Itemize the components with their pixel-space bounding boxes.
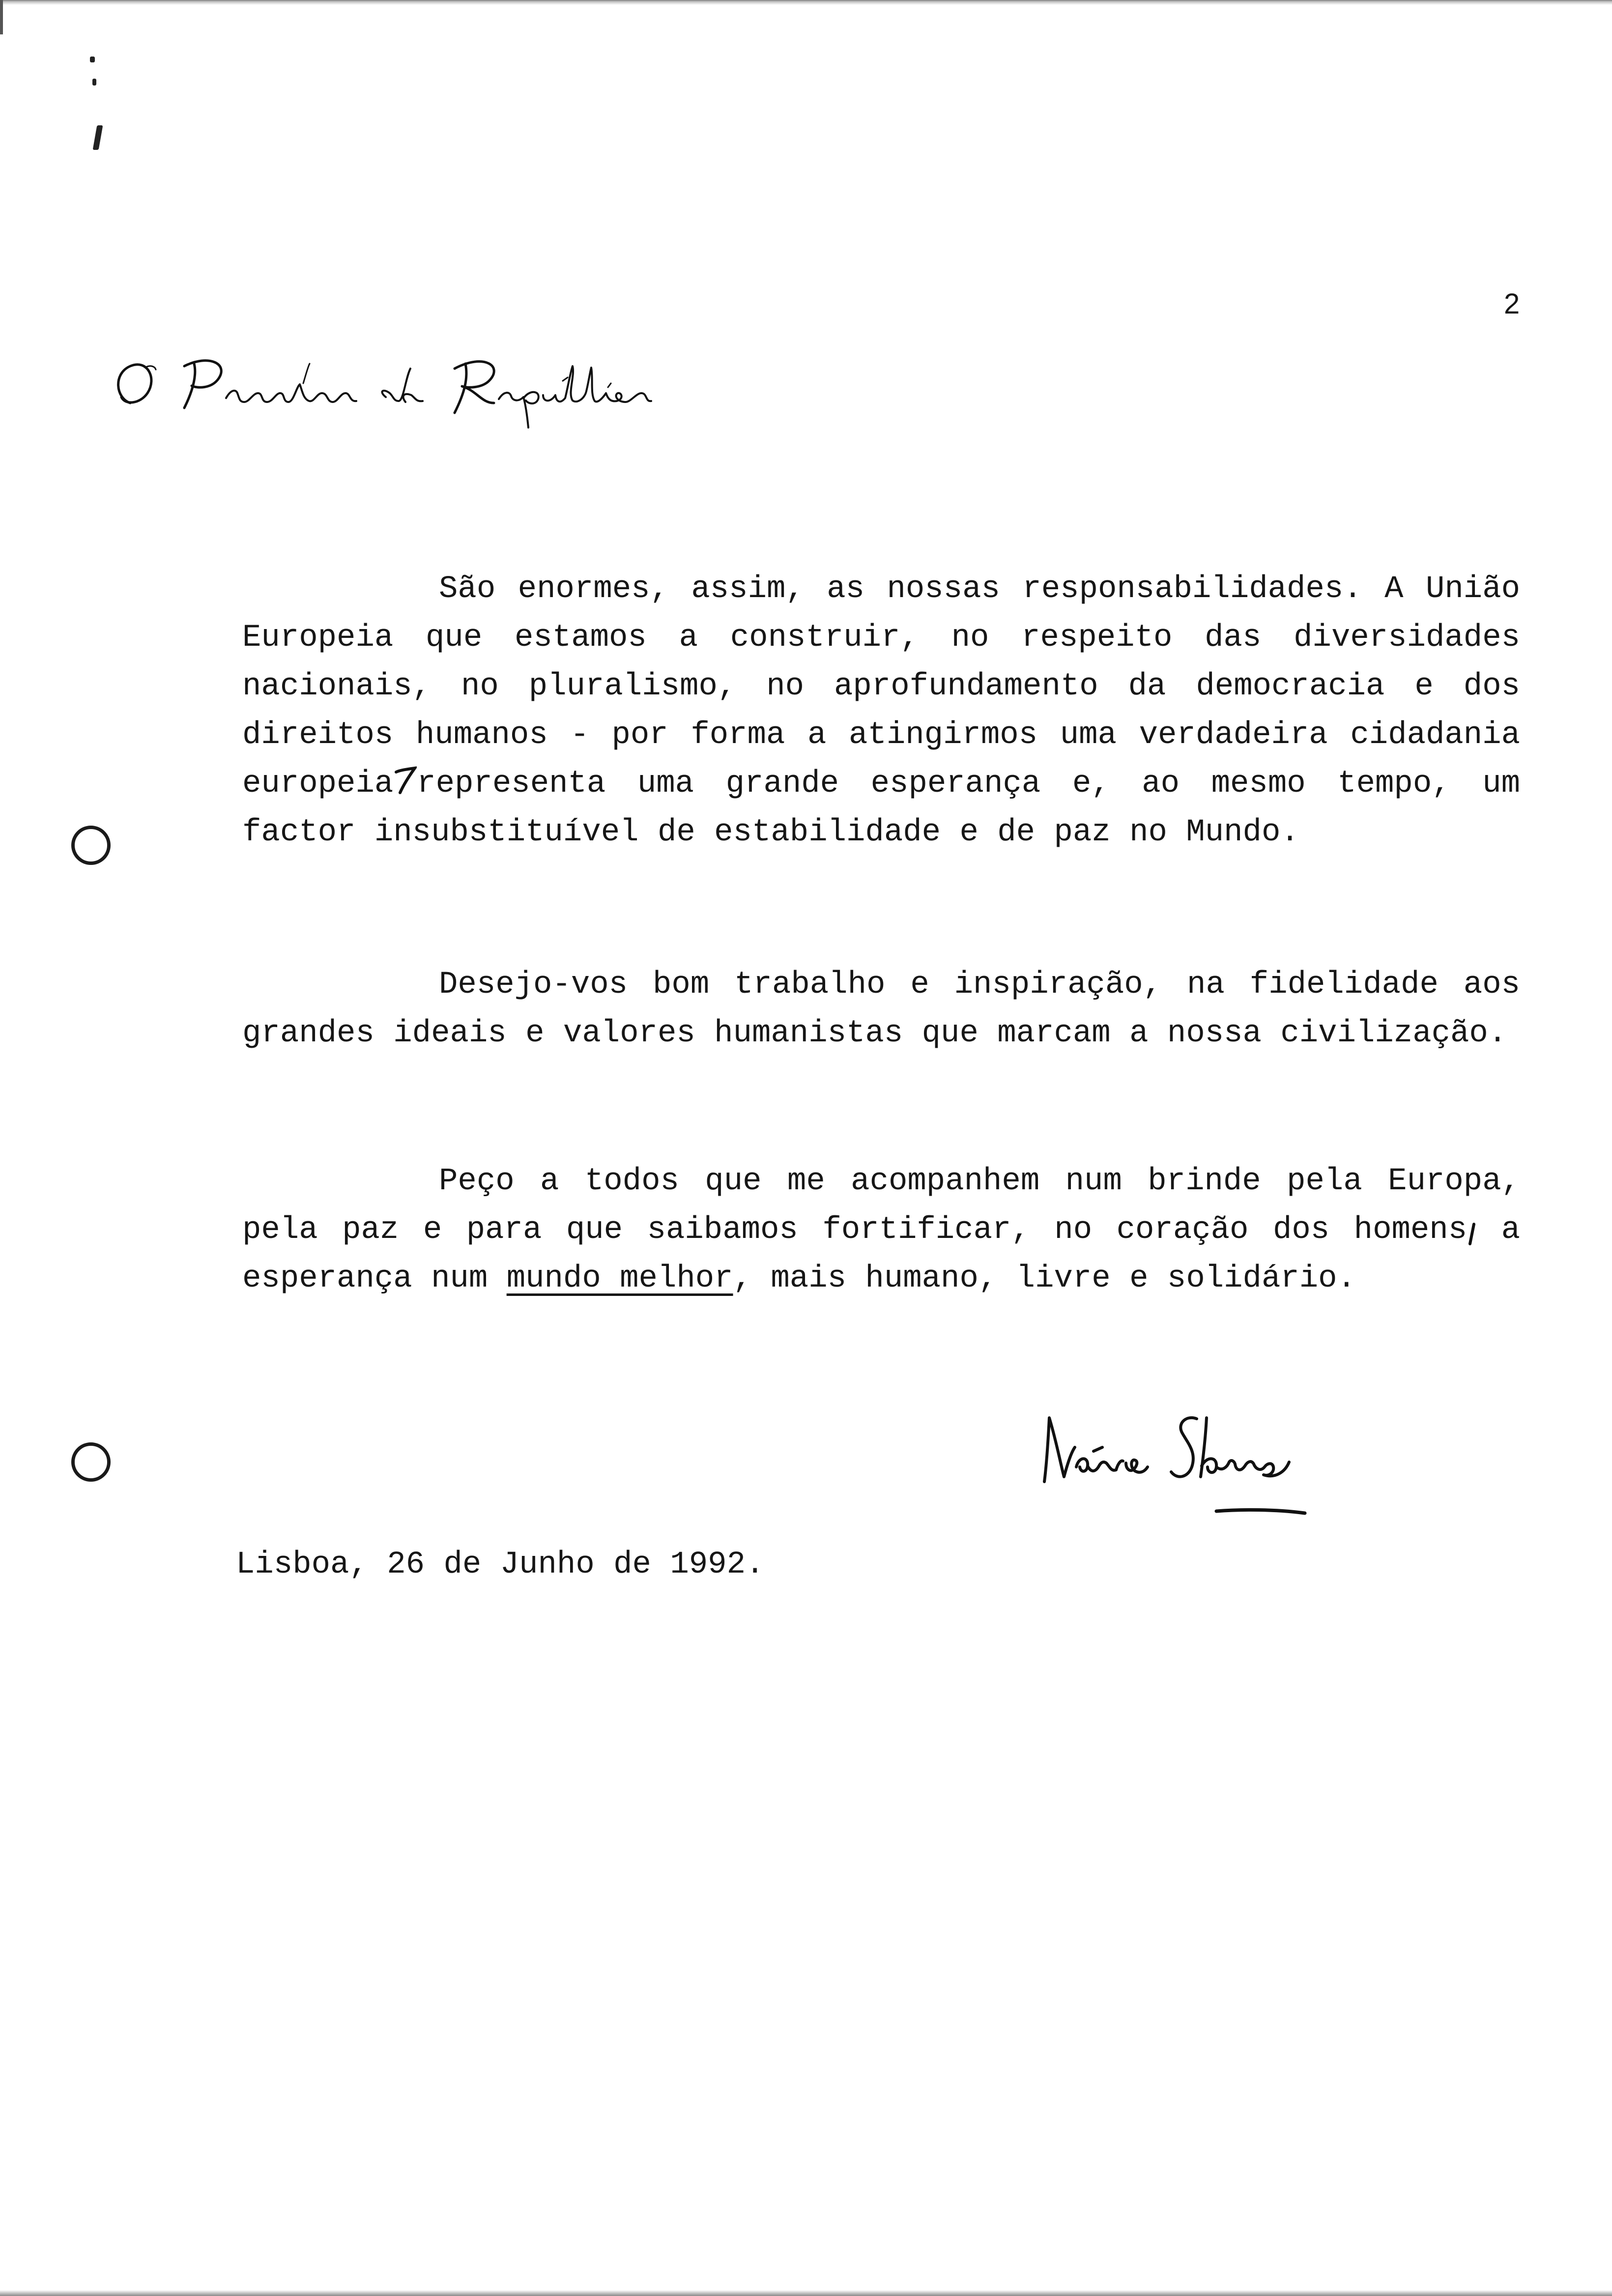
place-and-date: Lisboa, 26 de Junho de 1992.: [236, 1547, 765, 1582]
scan-bottom-edge: [0, 2290, 1612, 2296]
staple-mark: [93, 125, 103, 150]
paragraph-3-mid: a esperança num: [242, 1212, 1521, 1296]
paragraph-3: [242, 1157, 1520, 1303]
punch-hole: [71, 1442, 111, 1482]
underlined-phrase: mundo melhor: [506, 1261, 733, 1296]
handwritten-comma-mark: [1467, 1222, 1477, 1247]
paragraph-1-text: [242, 565, 1520, 857]
letterhead-script: [111, 344, 700, 432]
staple-mark: [90, 57, 95, 62]
paragraph-2: [242, 961, 1520, 1058]
punch-hole: [71, 826, 111, 865]
paragraph-1-rest: representa uma grande esperança e, ao mesmo tempo, um factor insubstituível de estabilidade e de paz no Mundo.: [242, 766, 1520, 850]
handwritten-correction-mark: [393, 765, 417, 795]
paragraph-2-text: Desejo-vos bom trabalho e inspiração, na fidelidade aos grandes ideais e valores humanistas que marcam a nossa civilização.: [242, 967, 1520, 1051]
paragraph-3-start: Peço a todos que me acompanhem num brinde pela Europa, pela paz e para que saibamos fortificar, no coração dos homens: [242, 1164, 1520, 1248]
paragraph-1: [242, 565, 1520, 857]
paragraph-3-end: , mais humano, livre e solidário.: [733, 1261, 1356, 1296]
paragraph-1-main: São enormes, assim, as nossas responsabilidades. A União Europeia que estamos a construir, no respeito das diversidades nacionais, no pluralismo, no aprofundamento da democracia e dos direitos humanos - por forma a atingirmos uma verdadeira cidadania europeia: [242, 572, 1520, 802]
scan-top-edge: [0, 0, 1612, 5]
handwritten-signature: [1030, 1398, 1315, 1531]
page-number: 2: [1504, 288, 1520, 320]
staple-mark: [92, 79, 96, 86]
paragraph-3-text: [242, 1157, 1520, 1303]
scan-left-edge: [0, 0, 3, 34]
